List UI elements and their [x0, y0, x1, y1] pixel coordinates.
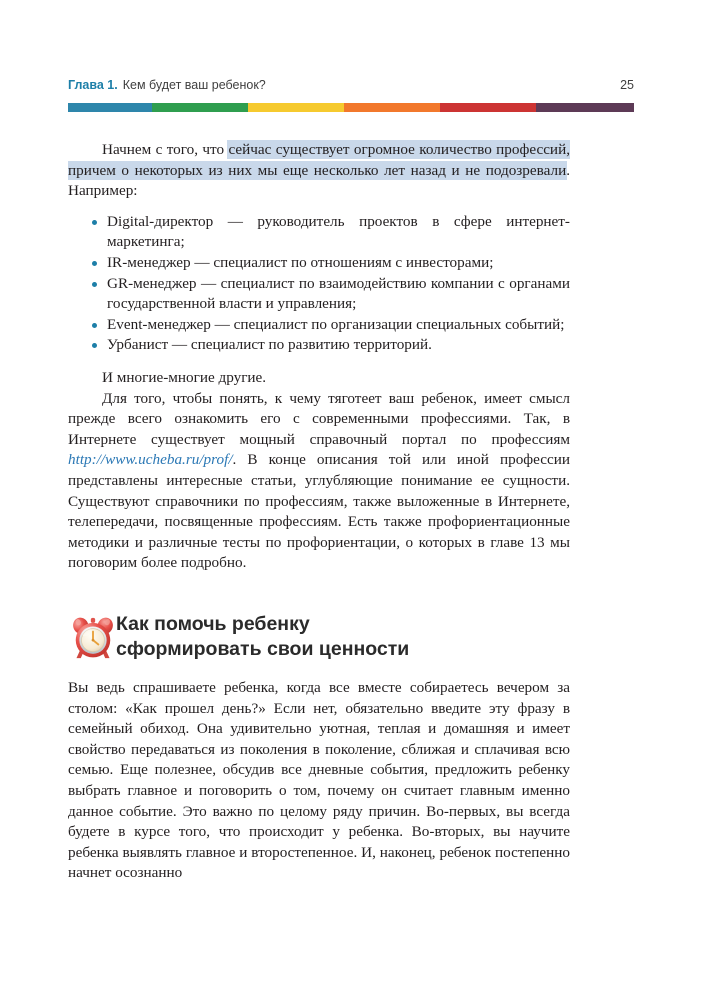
- list-item-text: GR-менеджер — специалист по взаимодействию компании с органами государственной власти и управления;: [107, 274, 570, 313]
- section-heading-text: [116, 610, 409, 662]
- list-item: [90, 335, 570, 356]
- rule-segment-orange: [344, 103, 440, 112]
- page-number: 25: [620, 78, 634, 92]
- list-item: [90, 315, 570, 336]
- paragraph-values: Вы ведь спрашиваете ребенка, когда все вместе собираетесь вечером за столом: «Как прошел день?» Если нет, обязательно введите эту фразу в семейный обиход. Она удивительно уютная, теплая и домашняя и имеет свойство передаваться из поколения в поколение, сближая и сплачивая всю семью. Еще полезнее, обсудив все дневные события, предложить ребенку выбрать главное и поговорить о том, почему он считает главным именно данное событие. Это важно по целому ряду причин. Во-первых, вы всегда будете в курсе того, что происходит у ребенка. Во-вторых, вы научите ребенка выявлять главное и второстепенное. И, наконец, ребенок постепенно начнет осознанно: [68, 679, 570, 882]
- list-item: [90, 212, 570, 253]
- list-item: [90, 274, 570, 315]
- section-heading-line-1: Как помочь ребенку: [116, 613, 310, 635]
- rule-segment-blue: [68, 103, 152, 112]
- section-heading-line-2: сформировать свои ценности: [116, 638, 410, 660]
- paragraph-portal-after: . В конце описания той или иной профессии представлены интересные статьи, углубляющие понимание ее сущности. Существуют справочники по профессиям, также выложенные в Интернете, телепередачи, посвященные профессиям. Есть также профориентационные методики и различные тесты по профориентации, о которых в главе 13 мы поговорим более подробно.: [68, 451, 570, 572]
- ucheba-portal-link[interactable]: http://www.ucheba.ru/prof/: [68, 451, 233, 469]
- post-heading-content: [68, 678, 570, 884]
- rule-segment-green: [152, 103, 248, 112]
- bullet-icon: [92, 343, 97, 348]
- paragraph-intro-lead: Начнем с того, что: [102, 141, 229, 158]
- paragraph-intro-tail: . Например:: [68, 161, 570, 200]
- running-head: [68, 78, 634, 100]
- bullet-icon: [92, 282, 97, 287]
- paragraph-intro: [68, 140, 570, 202]
- list-item-text: IR-менеджер — специалист по отношениям с инвесторами;: [107, 253, 494, 271]
- bullet-icon: [92, 323, 97, 328]
- rule-segment-yellow: [248, 103, 344, 112]
- rule-segment-red: [440, 103, 536, 112]
- list-item-text: Event-менеджер — специалист по организации специальных событий;: [107, 315, 565, 333]
- alarm-clock-icon: [70, 614, 116, 662]
- bullet-icon: [92, 261, 97, 266]
- decorative-color-rule: [68, 103, 634, 112]
- spacer: [68, 356, 570, 368]
- section-heading: [68, 610, 570, 662]
- chapter-label: Глава 1.: [68, 78, 118, 92]
- chapter-title: Кем будет ваш ребенок?: [122, 78, 266, 92]
- list-item: [90, 253, 570, 274]
- highlighted-text: сейчас существует огромное количество профессий, причем о некоторых из них мы еще несколько лет назад и не подозревали: [68, 141, 570, 179]
- list-item-text: Digital-директор — руководитель проектов в сфере интернет-маркетинга;: [107, 212, 570, 251]
- list-item-text: Урбанист — специалист по развитию территорий.: [107, 336, 432, 354]
- bullet-icon: [92, 220, 97, 225]
- paragraph-portal: [68, 389, 570, 574]
- body-content: [68, 140, 570, 574]
- paragraph-many-others: И многие-многие другие.: [102, 368, 267, 386]
- rule-segment-purple: [536, 103, 634, 112]
- paragraph-portal-before: Для того, чтобы понять, к чему тяготеет ваш ребенок, имеет смысл прежде всего ознакомить его с современными профессиями. Так, в Интернете существует мощный справочный портал по профессиям: [68, 389, 570, 448]
- profession-list: [90, 212, 570, 356]
- running-head-left: [68, 78, 266, 92]
